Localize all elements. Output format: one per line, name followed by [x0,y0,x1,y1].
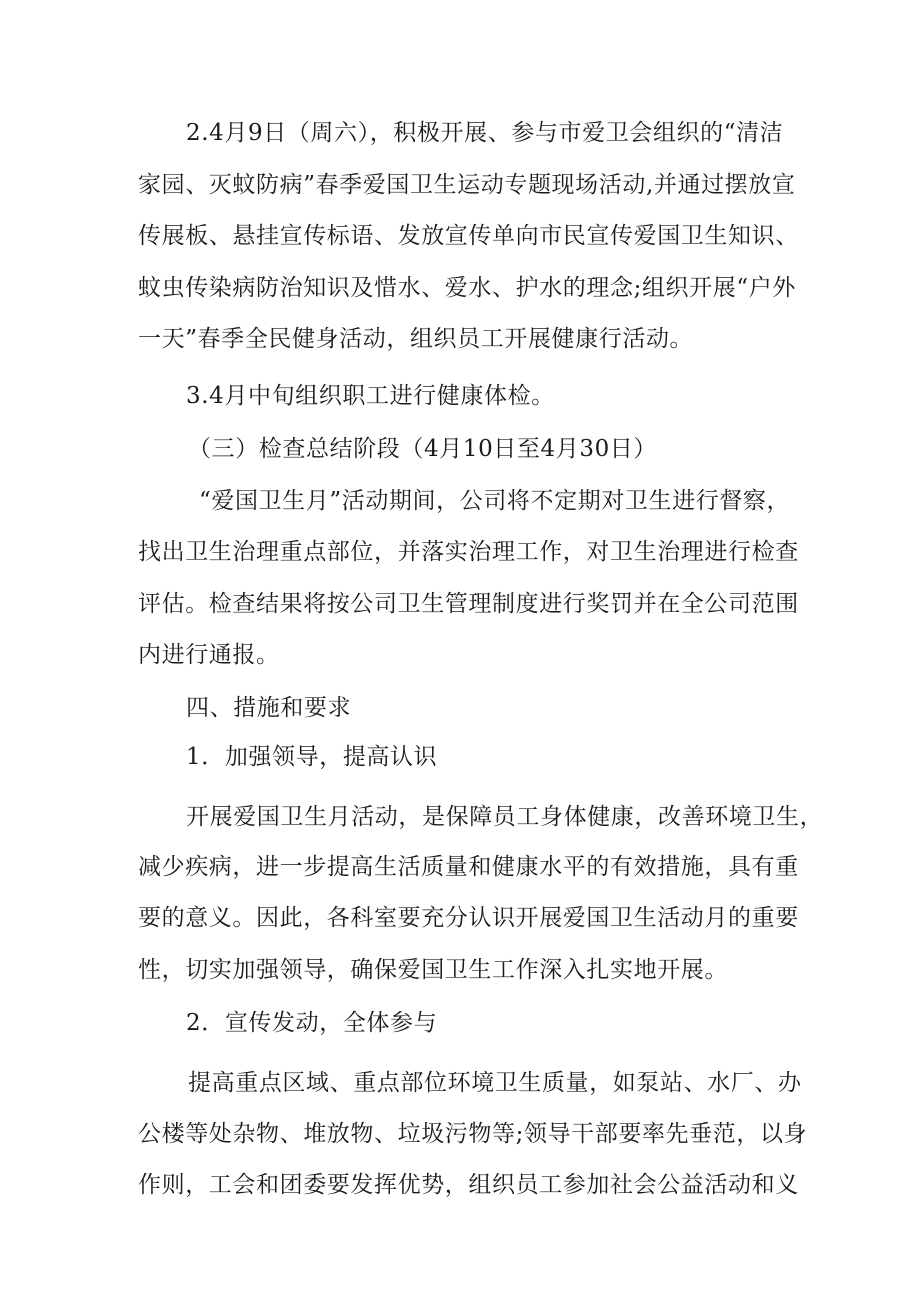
paragraph-line: 开展爱国卫生月活动，是保障员工身体健康，改善环境卫生， [186,804,824,830]
paragraph-line: 评估。检查结果将按公司卫生管理制度进行奖罚并在全公司范围 [138,591,799,617]
paragraph-line: 减少疾病，进一步提高生活质量和健康水平的有效措施，具有重 [138,854,799,880]
paragraph-line: 传展板、悬挂宣传标语、发放宣传单向市民宣传爱国卫生知识、 [138,223,799,249]
paragraph-line: 3.4月中旬组织职工进行健康体检。 [186,383,555,409]
paragraph-line: 家园、灭蚊防病”春季爱国卫生运动专题现场活动,并通过摆放宣 [138,172,796,198]
paragraph-line: 提高重点区域、重点部位环境卫生质量，如泵站、水厂、办 [188,1070,802,1096]
paragraph-line: 蚊虫传染病防治知识及惜水、爱水、护水的理念;组织开展“户外 [138,275,796,301]
item-heading: 2．宣传发动，全体参与 [186,1010,438,1036]
paragraph-line: 一天”春季全民健身活动，组织员工开展健康行活动。 [138,326,694,352]
paragraph-line: 作则，工会和团委要发挥优势，组织员工参加社会公益活动和义 [138,1172,799,1198]
paragraph-line: “爱国卫生月”活动期间，公司将不定期对卫生进行督察， [199,488,791,514]
paragraph-line: 2.4月9日（周六），积极开展、参与市爱卫会组织的“清洁 [186,120,784,146]
paragraph-line: 找出卫生治理重点部位，并落实治理工作，对卫生治理进行检查 [138,539,799,565]
paragraph-line: 性，切实加强领导，确保爱国卫生工作深入扎实地开展。 [138,957,728,983]
item-heading: 1．加强领导，提高认识 [186,744,438,770]
paragraph-line: 公楼等处杂物、堆放物、垃圾污物等;领导干部要率先垂范，以身 [138,1121,808,1147]
paragraph-line: 要的意义。因此，各科室要充分认识开展爱国卫生活动月的重要 [138,905,799,931]
section-heading: （三）检查总结阶段（4月10日至4月30日） [188,436,657,462]
paragraph-line: 内进行通报。 [138,642,280,668]
section-heading: 四、措施和要求 [186,695,352,721]
